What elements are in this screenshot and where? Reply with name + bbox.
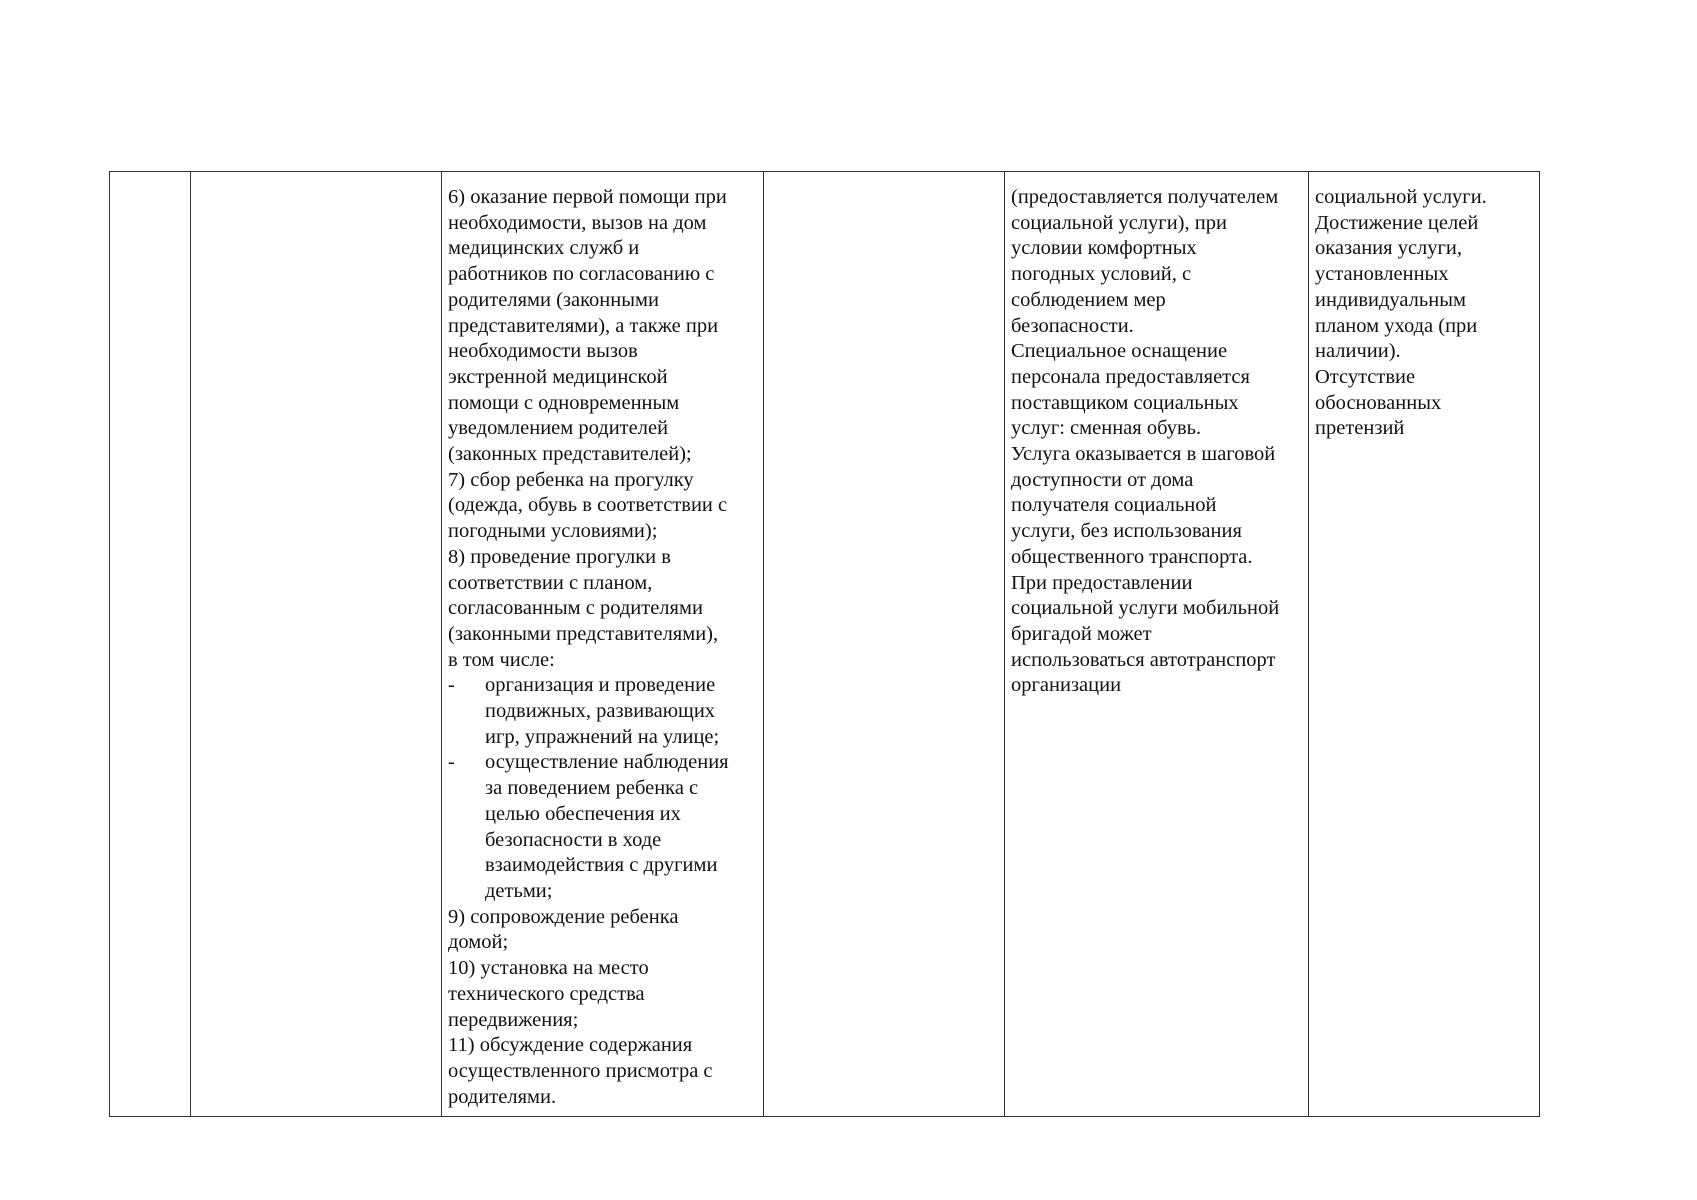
bullet-text: детьми; xyxy=(485,879,553,902)
bullet-marker: - xyxy=(448,751,455,774)
cell-text-line: 6) оказание первой помощи при xyxy=(448,186,727,208)
cell-service-conditions xyxy=(1005,172,1309,1117)
cell-text-line: уведомлением родителей xyxy=(448,417,669,440)
bullet-text: за поведением ребенка с xyxy=(485,777,699,800)
cell-text-line: родителями (законными xyxy=(448,288,659,311)
cell-text-line: индивидуальным xyxy=(1315,288,1466,311)
cell-text-line: соответствии с планом, xyxy=(448,571,653,594)
bullet-text: безопасности в ходе xyxy=(485,828,662,851)
cell-text-line: 9) сопровождение ребенка xyxy=(448,905,679,928)
cell-text-line: использоваться автотранспорт xyxy=(1011,648,1276,671)
cell-text-line: экстренной медицинской xyxy=(448,365,668,388)
bullet-list-item-line xyxy=(448,750,757,776)
cell-text-line: погодными условиями); xyxy=(448,520,658,543)
cell-text-line: осуществленного присмотра с xyxy=(448,1059,713,1082)
cell-text-line: технического средства xyxy=(448,982,645,1005)
bullet-text: организация и проведение xyxy=(485,674,716,697)
cell-text-line: бригадой может xyxy=(1011,622,1152,645)
cell-text-line: персонала предоставляется xyxy=(1011,365,1250,388)
cell-text-line: социальной услуги. xyxy=(1315,186,1487,208)
cell-text-line: услуг: сменная обувь. xyxy=(1011,417,1202,440)
cell-text-line: соблюдением мер xyxy=(1011,288,1166,311)
bullet-text: игр, упражнений на улице; xyxy=(485,725,720,748)
cell-text-line: претензий xyxy=(1315,417,1405,440)
cell-service-name xyxy=(191,172,442,1117)
cell-text-line: (законных представителей); xyxy=(448,443,692,466)
bullet-text: подвижных, развивающих xyxy=(485,700,716,723)
bullet-text: целью обеспечения их xyxy=(485,802,681,825)
cell-text-line: получателя социальной xyxy=(1011,494,1217,517)
bullet-list-item-line xyxy=(448,828,757,854)
cell-service-content xyxy=(442,172,764,1117)
cell-text-line: в том числе: xyxy=(448,648,555,671)
cell-text-line: (одежда, обувь в соответствии с xyxy=(448,494,728,517)
cell-text-line: наличии). xyxy=(1315,340,1401,363)
cell-text-line: установленных xyxy=(1315,263,1449,286)
cell-text-line: Специальное оснащение xyxy=(1011,340,1228,363)
cell-text-line: согласованным с родителями xyxy=(448,597,703,620)
cell-text-line: работников по согласованию с xyxy=(448,263,715,286)
bullet-list-item-line xyxy=(448,853,757,879)
cell-text-line: безопасности. xyxy=(1011,314,1134,337)
cell-text-line: (предоставляется получателем xyxy=(1011,186,1279,208)
cell-text-line: передвижения; xyxy=(448,1008,579,1031)
cell-text-line: 8) проведение прогулки в xyxy=(448,545,671,568)
cell-text-line: социальной услуги), при xyxy=(1011,211,1227,234)
cell-text-line: организации xyxy=(1011,674,1122,697)
cell-text-line: (законными представителями), xyxy=(448,622,719,645)
cell-text-line: доступности от дома xyxy=(1011,468,1194,491)
bullet-text: осуществление наблюдения xyxy=(485,751,729,774)
bullet-list-item-line xyxy=(448,879,757,905)
bullet-list-item-line xyxy=(448,802,757,828)
cell-text-line: обоснованных xyxy=(1315,391,1442,414)
cell-text-line: поставщиком социальных xyxy=(1011,391,1239,414)
cell-text-line: услуги, без использования xyxy=(1011,520,1242,543)
service-standard-table xyxy=(109,171,1540,1117)
cell-text-line: условии комфортных xyxy=(1011,237,1197,260)
bullet-marker: - xyxy=(448,674,455,697)
bullet-list-item-line xyxy=(448,725,757,751)
table-row xyxy=(110,172,1540,1117)
cell-text-line: Отсутствие xyxy=(1315,365,1416,388)
bullet-list-item-line xyxy=(448,673,757,699)
bullet-list-item-line xyxy=(448,776,757,802)
cell-text-line: необходимости, вызов на дом xyxy=(448,211,707,234)
cell-text-line: Достижение целей xyxy=(1315,211,1479,234)
cell-text-line: помощи с одновременным xyxy=(448,391,680,414)
cell-number xyxy=(110,172,191,1117)
cell-text-line: родителями. xyxy=(448,1085,557,1108)
bullet-list-item-line xyxy=(448,699,757,725)
cell-text-line: При предоставлении xyxy=(1011,571,1193,594)
cell-text-line: социальной услуги мобильной xyxy=(1011,597,1280,620)
cell-text-line: домой; xyxy=(448,931,509,954)
cell-text-line: 11) обсуждение содержания xyxy=(448,1034,693,1057)
cell-text-line: Услуга оказывается в шаговой xyxy=(1011,443,1276,466)
cell-text-line: 10) установка на место xyxy=(448,957,649,980)
cell-service-quality xyxy=(1309,172,1540,1117)
cell-text-line: оказания услуги, xyxy=(1315,237,1463,260)
cell-service-timing xyxy=(764,172,1005,1117)
cell-text-line: представителями), а также при xyxy=(448,314,719,337)
cell-text-line: необходимости вызов xyxy=(448,340,638,363)
bullet-text: взаимодействия с другими xyxy=(485,854,718,877)
cell-text-line: планом ухода (при xyxy=(1315,314,1478,337)
cell-text-line: погодных условий, с xyxy=(1011,263,1192,286)
cell-text-line: 7) сбор ребенка на прогулку xyxy=(448,468,694,491)
cell-text-line: общественного транспорта. xyxy=(1011,545,1253,568)
cell-text-line: медицинских служб и xyxy=(448,237,640,260)
